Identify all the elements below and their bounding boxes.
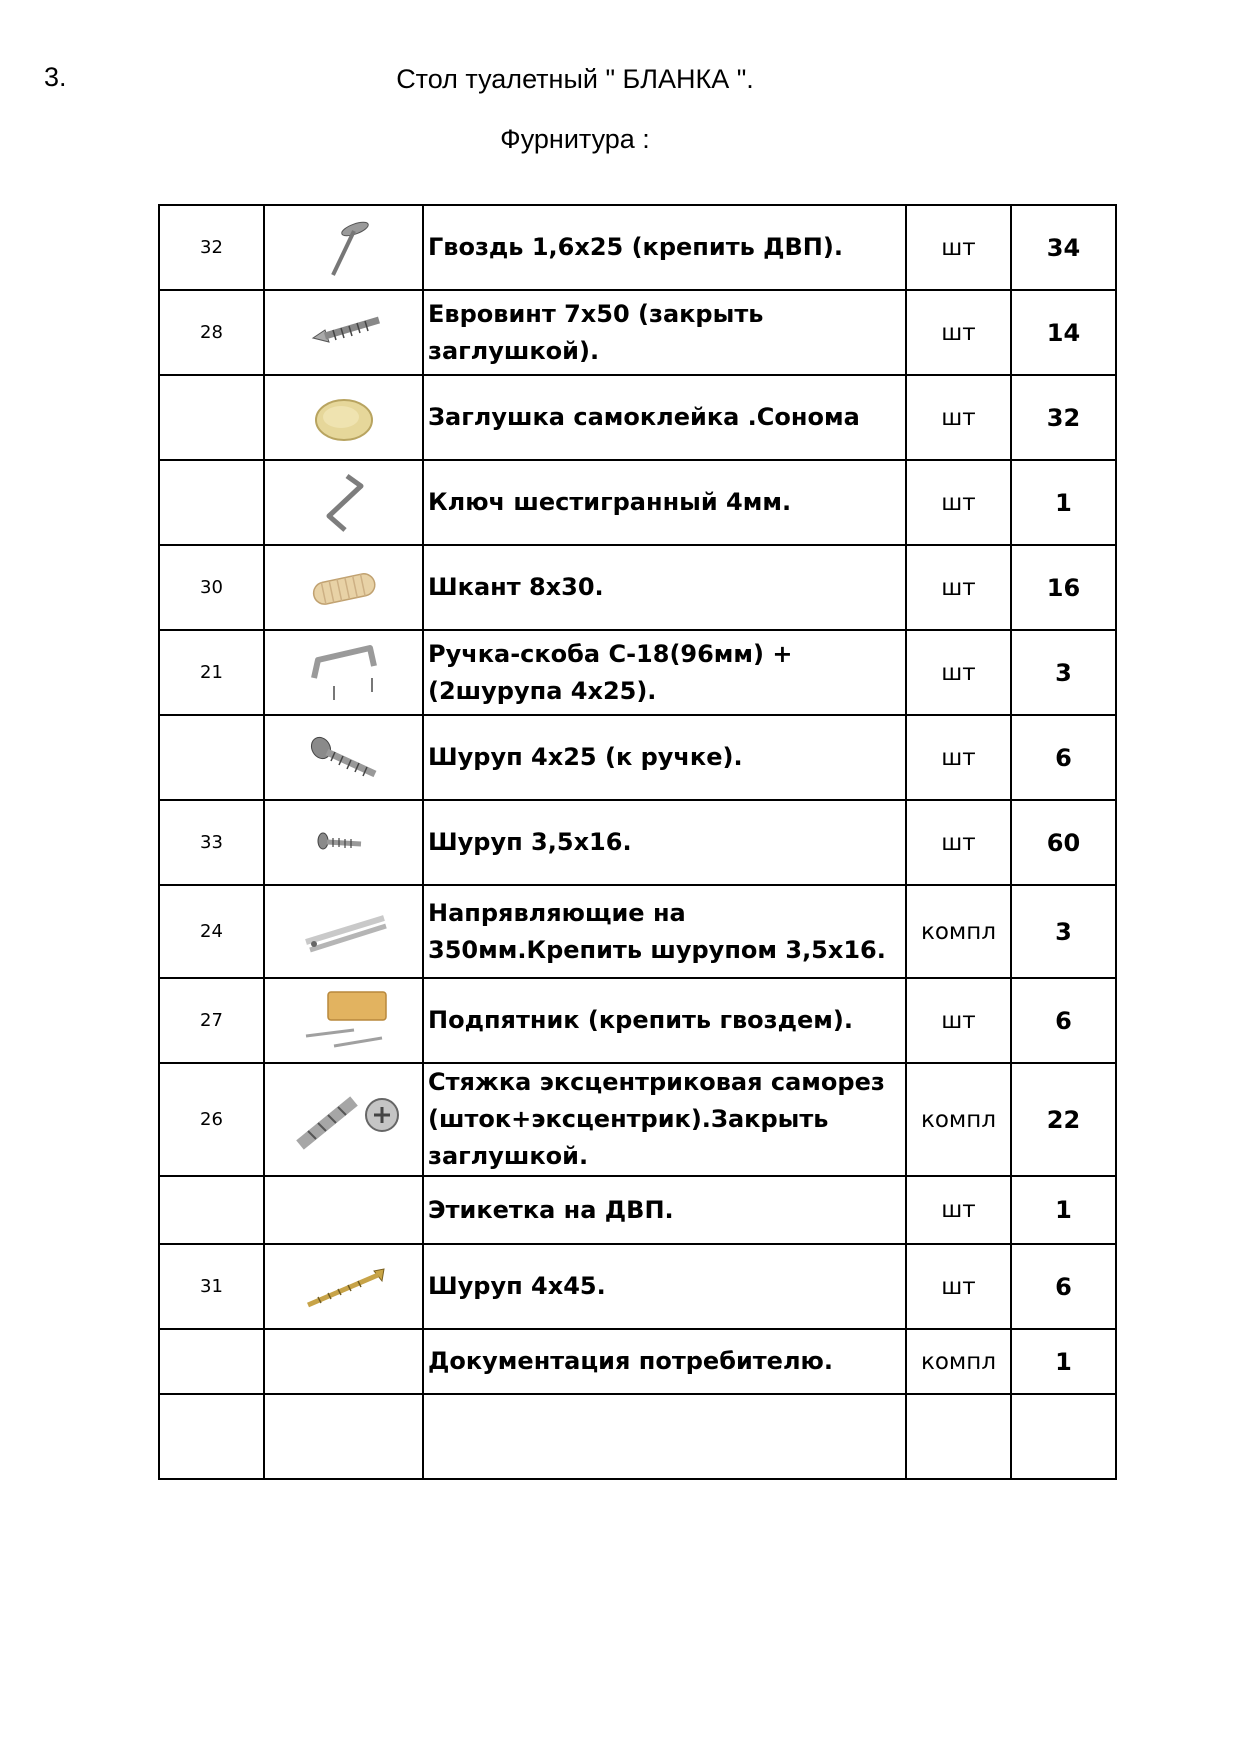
screw-icon (299, 730, 389, 786)
part-name: Ключ шестигранный 4мм. (423, 460, 906, 545)
part-quantity: 32 (1011, 375, 1116, 460)
part-unit: шт (906, 978, 1011, 1063)
part-quantity: 3 (1011, 630, 1116, 715)
part-unit: шт (906, 715, 1011, 800)
part-number: 27 (159, 978, 264, 1063)
part-name: Этикетка на ДВП. (423, 1176, 906, 1244)
table-row (159, 630, 1116, 715)
part-number (159, 1176, 264, 1244)
part-unit: шт (906, 1244, 1011, 1329)
cap-sticker-icon (299, 390, 389, 446)
part-name: Напрявляющие на 350мм.Крепить шурупом 3,5х16. (423, 885, 906, 978)
part-name: Стяжка эксцентриковая саморез (шток+эксцентрик).Закрыть заглушкой. (423, 1063, 906, 1176)
part-number (159, 715, 264, 800)
part-name: Шкант 8х30. (423, 545, 906, 630)
table-row (159, 800, 1116, 885)
part-unit: шт (906, 1176, 1011, 1244)
part-number: 28 (159, 290, 264, 375)
part-number: 24 (159, 885, 264, 978)
part-quantity: 6 (1011, 1244, 1116, 1329)
small-screw-icon (299, 821, 389, 865)
document-subtitle: Фурнитура : (500, 124, 650, 154)
part-unit: компл (906, 1063, 1011, 1176)
part-name: Заглушка самоклейка .Сонома (423, 375, 906, 460)
part-unit: шт (906, 545, 1011, 630)
part-unit: шт (906, 630, 1011, 715)
part-unit: шт (906, 800, 1011, 885)
table-row (159, 375, 1116, 460)
dowel-icon (299, 563, 389, 613)
part-name: Гвоздь 1,6х25 (крепить ДВП). (423, 205, 906, 290)
cam-lock-icon (284, 1075, 404, 1165)
part-unit: шт (906, 205, 1011, 290)
part-quantity: 6 (1011, 978, 1116, 1063)
part-name: Ручка-скоба С-18(96мм) +(2шурупа 4х25). (423, 630, 906, 715)
part-number: 26 (159, 1063, 264, 1176)
part-quantity: 3 (1011, 885, 1116, 978)
table-row (159, 290, 1116, 375)
part-number (159, 460, 264, 545)
table-row (159, 978, 1116, 1063)
part-number: 32 (159, 205, 264, 290)
part-number: 33 (159, 800, 264, 885)
part-name: Шуруп 4х45. (423, 1244, 906, 1329)
part-number (159, 375, 264, 460)
part-unit: компл (906, 885, 1011, 978)
table-row (159, 205, 1116, 290)
long-screw-icon (294, 1257, 394, 1317)
table-row (159, 1063, 1116, 1176)
part-quantity: 1 (1011, 1329, 1116, 1394)
part-unit: шт (906, 375, 1011, 460)
part-name: Шуруп 4х25 (к ручке). (423, 715, 906, 800)
table-row (159, 715, 1116, 800)
table-row (159, 1329, 1116, 1394)
hardware-table (158, 204, 1117, 1480)
drawer-slide-icon (294, 904, 394, 960)
part-number (159, 1329, 264, 1394)
hex-key-icon (299, 468, 389, 538)
part-number: 31 (159, 1244, 264, 1329)
part-quantity: 6 (1011, 715, 1116, 800)
part-quantity: 1 (1011, 460, 1116, 545)
document-title: Стол туалетный " БЛАНКА ". (396, 64, 754, 94)
handle-icon (294, 638, 394, 708)
part-unit: шт (906, 290, 1011, 375)
part-quantity: 60 (1011, 800, 1116, 885)
part-name: Шуруп 3,5х16. (423, 800, 906, 885)
part-quantity: 1 (1011, 1176, 1116, 1244)
part-number: 21 (159, 630, 264, 715)
table-row (159, 885, 1116, 978)
nail-icon (299, 215, 389, 281)
part-number (159, 1394, 264, 1479)
page-number: 3. (44, 62, 67, 92)
part-number: 30 (159, 545, 264, 630)
part-quantity: 14 (1011, 290, 1116, 375)
part-name: Евровинт 7х50 (закрыть заглушкой). (423, 290, 906, 375)
part-name (423, 1394, 906, 1479)
table-row (159, 1244, 1116, 1329)
euro-screw-icon (299, 308, 389, 358)
part-quantity (1011, 1394, 1116, 1479)
part-quantity: 16 (1011, 545, 1116, 630)
part-quantity: 34 (1011, 205, 1116, 290)
part-name: Документация потребителю. (423, 1329, 906, 1394)
part-unit: компл (906, 1329, 1011, 1394)
part-unit: шт (906, 460, 1011, 545)
table-row (159, 1394, 1116, 1479)
glide-pad-icon (294, 986, 394, 1056)
table-row (159, 1176, 1116, 1244)
table-row (159, 460, 1116, 545)
part-unit (906, 1394, 1011, 1479)
table-row (159, 545, 1116, 630)
part-name: Подпятник (крепить гвоздем). (423, 978, 906, 1063)
part-quantity: 22 (1011, 1063, 1116, 1176)
